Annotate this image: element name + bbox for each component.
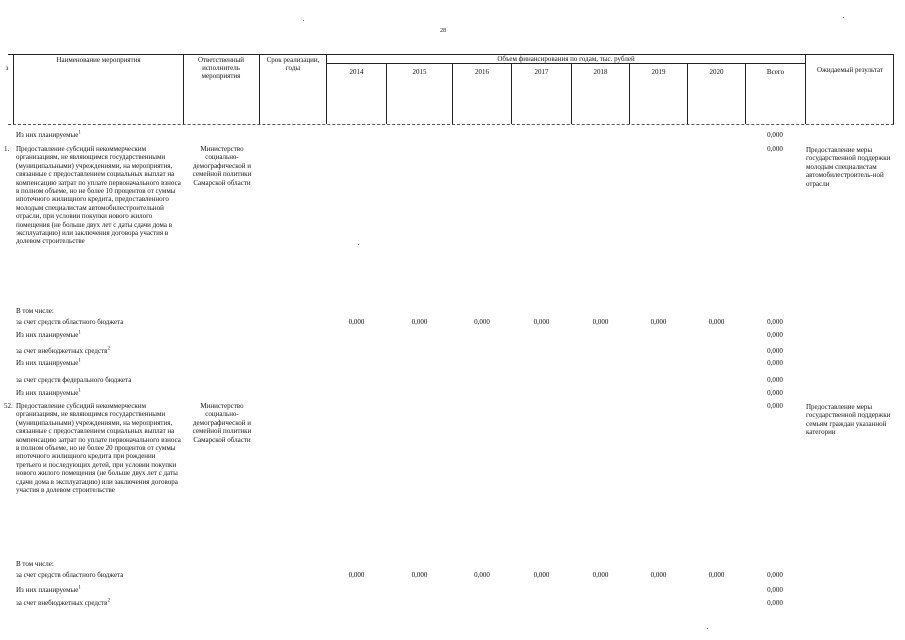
footnote-mark: 1 bbox=[78, 585, 81, 591]
footnote-mark: 1 bbox=[78, 358, 81, 364]
row-total: 0,000 bbox=[767, 389, 783, 397]
header-year-2018: 2018 bbox=[593, 68, 608, 76]
row-label-text: Из них планируемые bbox=[16, 389, 79, 397]
year-value-cell: 0,000 bbox=[348, 318, 365, 326]
year-value-cell: 0,000 bbox=[411, 571, 428, 579]
row-label-text: за счет средств федерального бюджета bbox=[16, 376, 132, 384]
including-label: В том числе: bbox=[16, 560, 54, 568]
row-total: 0,000 bbox=[767, 586, 783, 594]
year-value-cell: 0,000 bbox=[474, 571, 490, 579]
year-value-cell: 0,000 bbox=[650, 318, 667, 326]
header-year-2017: 2017 bbox=[534, 68, 549, 76]
measure-number: 52. bbox=[4, 402, 13, 410]
measure-executor: Министерство социально-демографической и семейной политики Самарской области bbox=[192, 145, 252, 187]
header-col-executor: Ответственный исполнитель мероприятия bbox=[197, 56, 245, 80]
row-label bbox=[16, 318, 123, 326]
year-value-cell: 0,000 bbox=[708, 318, 725, 326]
measure-executor: Министерство социально-демографической и семейной политики Самарской области bbox=[192, 402, 252, 444]
row-label bbox=[16, 347, 110, 355]
measure-name: Предоставление субсидий некоммерческим организациям, не являющимся государственными (муниципальными) учреждениями, на мероприятия, связанные с предоставлением социальных выплат на компенсацию затрат по уплате первоначального взноса в полном объеме, но не более 20 процентов от суммы ипотечного жилищного кредита при рождении третьего и последующих детей, при условии покупки нового жилого помещения (не больше двух лет с даты сдачи дома в эксплуатацию) или заключения договора участия в долевом строительстве bbox=[16, 402, 181, 495]
row-label-text: за счет средств областного бюджета bbox=[16, 318, 124, 326]
row-label-text: Из них планируемые bbox=[16, 586, 79, 594]
row-total: 0,000 bbox=[767, 331, 783, 339]
header-col-funding: Объем финансирования по годам, тыс. рублей bbox=[497, 55, 635, 63]
row-label bbox=[16, 599, 110, 607]
scan-speck bbox=[843, 17, 844, 18]
row-label bbox=[16, 131, 81, 139]
row-label-text: Из них планируемые bbox=[16, 359, 79, 367]
year-value-cell: 0,000 bbox=[411, 318, 428, 326]
measure-result: Предоставление меры государственной поддержки молодым специалистам автомобилестроитель-ной отрасли bbox=[806, 146, 891, 188]
col-divider bbox=[13, 54, 14, 124]
page-number: 28 bbox=[440, 28, 446, 34]
row-label-text: Из них планируемые bbox=[16, 131, 79, 139]
header-year-total: Всего bbox=[766, 68, 785, 76]
col-divider bbox=[183, 54, 184, 124]
row-label bbox=[16, 376, 131, 384]
row-total: 0,000 bbox=[767, 599, 783, 607]
measure-total: 0,000 bbox=[767, 145, 783, 153]
header-year-2019: 2019 bbox=[651, 68, 666, 76]
row-label bbox=[16, 571, 123, 579]
header-col-term: Срок реализации, годы bbox=[266, 56, 320, 72]
row-label-text: за счет внебюджетных средств bbox=[16, 347, 108, 355]
year-value-cell: 0,000 bbox=[650, 571, 667, 579]
scan-speck bbox=[707, 628, 708, 629]
scan-speck bbox=[358, 244, 359, 245]
header-col-result: Ожидаемый результат bbox=[816, 66, 884, 74]
year-value-cell: 0,000 bbox=[474, 318, 490, 326]
row-label bbox=[16, 359, 81, 367]
row-label bbox=[16, 586, 81, 594]
row-total: 0,000 bbox=[767, 347, 783, 355]
row-label-text: за счет средств областного бюджета bbox=[16, 571, 124, 579]
year-value-cell: 0,000 bbox=[533, 318, 550, 326]
footnote-mark: 1 bbox=[78, 130, 81, 136]
header-year-2016: 2016 bbox=[475, 68, 489, 76]
measure-result: Предоставление меры государственной поддержки семьям граждан указанной категории bbox=[806, 403, 891, 437]
measure-number: 1. bbox=[4, 145, 10, 153]
year-value-cell: 0,000 bbox=[592, 571, 609, 579]
row-label-text: Из них планируемые bbox=[16, 331, 79, 339]
year-value-cell: 0,000 bbox=[533, 571, 550, 579]
header-year-2015: 2015 bbox=[412, 68, 427, 76]
footnote-mark: 2 bbox=[107, 346, 110, 352]
footnote-mark: 1 bbox=[78, 330, 81, 336]
header-year-2014: 2014 bbox=[349, 68, 364, 76]
row-total: 0,000 bbox=[767, 376, 783, 384]
row-label-text: за счет внебюджетных средств bbox=[16, 599, 108, 607]
measure-name: Предоставление субсидий некоммерческим организациям, не являющимся государственными (муниципальными) учреждениями, на мероприятия, связанные с предоставлением социальных выплат на компенсацию затрат по уплате первоначального взноса в полном объеме, но не более 10 процентов от суммы ипотечного жилищного кредита, предоставленного молодым специалистам автомобилестроительной отрасли, при условии покупки нового жилого помещения (не больше двух лет с даты сдачи дома в эксплуатацию) или заключения договора участия в долевом строительстве bbox=[16, 145, 181, 246]
year-value-cell: 0,000 bbox=[708, 571, 725, 579]
row-total: 0,000 bbox=[767, 571, 783, 579]
footnote-mark: 1 bbox=[78, 388, 81, 394]
row-total: 0,000 bbox=[767, 318, 783, 326]
scan-speck bbox=[303, 20, 304, 21]
col-divider bbox=[893, 54, 894, 124]
header-bottom-line bbox=[8, 124, 894, 125]
row-total: 0,000 bbox=[767, 131, 783, 139]
col-divider bbox=[805, 54, 806, 124]
row-total: 0,000 bbox=[767, 359, 783, 367]
including-label: В том числе: bbox=[16, 307, 54, 315]
col-divider bbox=[259, 54, 260, 124]
measure-total: 0,000 bbox=[767, 402, 783, 410]
header-col-name: Наименование мероприятия bbox=[56, 56, 141, 64]
year-value-cell: 0,000 bbox=[592, 318, 609, 326]
footnote-mark: 2 bbox=[107, 598, 110, 604]
funding-subheader-line bbox=[326, 63, 806, 64]
header-col-number: з bbox=[5, 64, 9, 72]
col-divider bbox=[326, 54, 327, 124]
header-year-2020: 2020 bbox=[709, 68, 724, 76]
row-label bbox=[16, 331, 81, 339]
year-value-cell: 0,000 bbox=[348, 571, 365, 579]
row-label bbox=[16, 389, 81, 397]
